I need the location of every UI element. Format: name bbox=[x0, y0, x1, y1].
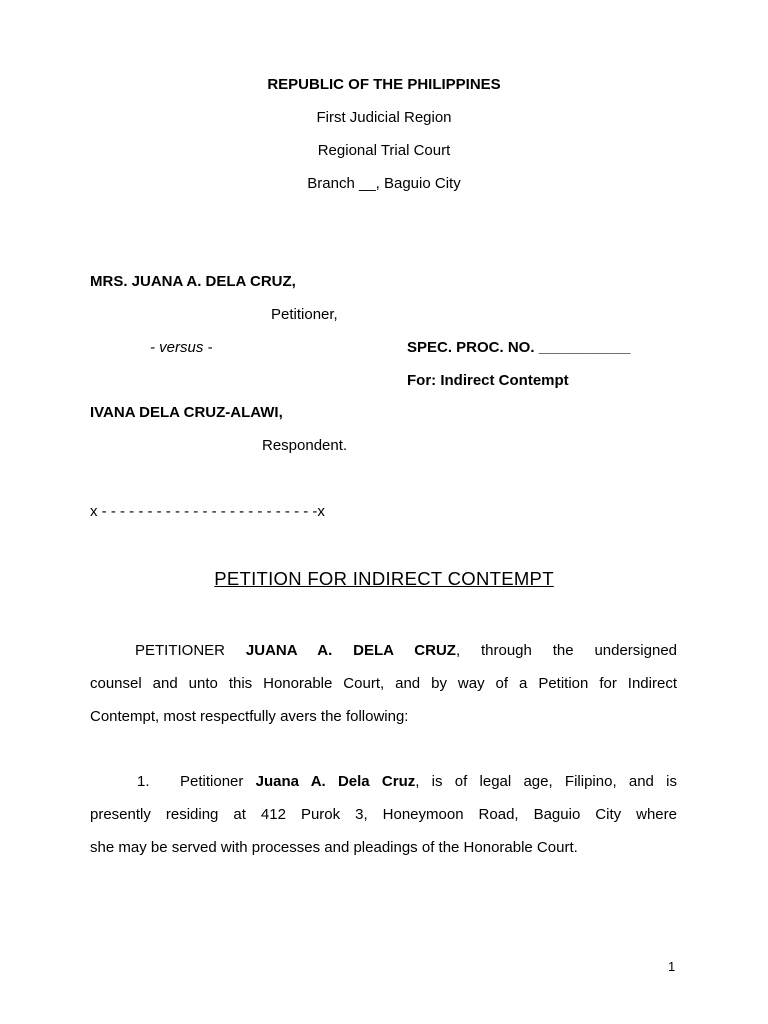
header-court: Regional Trial Court bbox=[317, 142, 451, 159]
header-region: First Judicial Region bbox=[316, 109, 452, 126]
item-1-lead: Petitioner bbox=[180, 773, 244, 790]
item-1-number: 1. bbox=[137, 773, 150, 790]
respondent-name: IVANA DELA CRUZ-ALAWI, bbox=[90, 404, 283, 421]
case-number: SPEC. PROC. NO. ___________ bbox=[407, 339, 631, 356]
intro-rest: , through the undersigned bbox=[455, 642, 678, 659]
case-subject: For: Indirect Contempt bbox=[407, 372, 569, 389]
item-1-rest: , is of legal age, Filipino, and is bbox=[415, 773, 677, 790]
header-republic: REPUBLIC OF THE PHILIPPINES bbox=[267, 76, 501, 93]
petitioner-name: MRS. JUANA A. DELA CRUZ, bbox=[90, 273, 296, 290]
intro-paragraph bbox=[90, 634, 677, 733]
item-1-petitioner-name: Juana A. Dela Cruz bbox=[255, 773, 416, 790]
intro-lead: PETITIONER bbox=[135, 642, 226, 659]
page-number: 1 bbox=[668, 959, 676, 974]
header-branch: Branch __, Baguio City bbox=[307, 175, 461, 192]
caption-separator: x - - - - - - - - - - - - - - - - - - - - - - - -x bbox=[90, 503, 325, 520]
intro-line-2: counsel and unto this Honorable Court, and by way of a Petition for Indirect bbox=[90, 675, 677, 692]
item-1-line-3: she may be served with processes and pleadings of the Honorable Court. bbox=[90, 839, 578, 856]
item-1-line-1 bbox=[90, 765, 677, 798]
intro-line-3: Contempt, most respectfully avers the following: bbox=[90, 708, 409, 725]
item-1-paragraph bbox=[90, 765, 677, 864]
petitioner-role: Petitioner, bbox=[271, 306, 338, 323]
intro-petitioner-name: JUANA A. DELA CRUZ bbox=[245, 642, 456, 659]
versus-label: - versus - bbox=[150, 339, 213, 356]
document-title: PETITION FOR INDIRECT CONTEMPT bbox=[214, 568, 554, 589]
intro-line-1 bbox=[90, 634, 677, 667]
item-1-line-2: presently residing at 412 Purok 3, Honeymoon Road, Baguio City where bbox=[90, 806, 677, 823]
respondent-role: Respondent. bbox=[262, 437, 348, 454]
